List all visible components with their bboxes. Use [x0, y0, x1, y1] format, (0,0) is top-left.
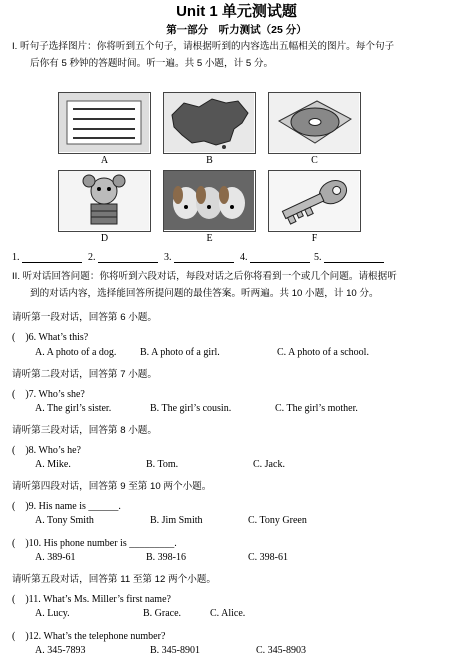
- group-3-prompt: 请听第三段对话，回答第 8 小题。: [12, 425, 157, 436]
- question-7: ( )7. Who’s she?: [12, 389, 85, 400]
- cd-disc-icon: [269, 93, 359, 152]
- group-5-prompt: 请听第五段对话，回答第 11 至第 12 两个小题。: [12, 574, 216, 585]
- section2-instructions: [12, 268, 467, 302]
- question-11-option-c: C. Alice.: [210, 608, 246, 619]
- question-9-option-b: B. Jim Smith: [150, 515, 203, 526]
- key-icon: [269, 171, 359, 230]
- answer-blank-4: 4.: [240, 252, 310, 263]
- question-11-option-b: B. Grace.: [143, 608, 182, 619]
- question-7-option-b: B. The girl’s cousin.: [150, 403, 232, 414]
- section2-instructions-line2: 到的对话内容，选择能回答所提问题的最佳答案。听两遍。共 10 小题，计 10 分。: [30, 288, 379, 299]
- question-12: ( )12. What’s the telephone number?: [12, 631, 166, 642]
- picture-e: [163, 170, 256, 232]
- group-2-prompt: 请听第二段对话，回答第 7 小题。: [12, 369, 157, 380]
- question-6: ( )6. What’s this?: [12, 332, 89, 343]
- question-6-option-c: C. A photo of a school.: [277, 347, 369, 358]
- picture-b: [163, 92, 256, 154]
- picture-label-d: D: [100, 233, 109, 244]
- section1-instructions: [12, 38, 467, 72]
- question-8-option-b: B. Tom.: [146, 459, 179, 470]
- question-8: ( )8. Who’s he?: [12, 445, 81, 456]
- question-11-option-a: A. Lucy.: [35, 608, 70, 619]
- group-1-prompt: 请听第一段对话，回答第 6 小题。: [12, 312, 157, 323]
- part-one-subtitle: 第一部分 听力测试（25 分）: [166, 24, 307, 36]
- picture-d: [58, 170, 151, 232]
- question-9-option-c: C. Tony Green: [248, 515, 307, 526]
- question-8-option-a: A. Mike.: [35, 459, 71, 470]
- group-4-prompt: 请听第四段对话，回答第 9 至第 10 两个小题。: [12, 481, 212, 492]
- question-9: ( )9. His name is ______.: [12, 501, 121, 512]
- answer-blank-2: 2.: [88, 252, 158, 263]
- picture-label-e: E: [206, 233, 213, 244]
- picture-label-f: F: [311, 233, 318, 244]
- answer-blank-1: 1.: [12, 252, 82, 263]
- question-12-option-a: A. 345-7893: [35, 645, 86, 656]
- question-7-option-a: A. The girl’s sister.: [35, 403, 112, 414]
- question-11: ( )11. What’s Ms. Miller’s first name?: [12, 594, 171, 605]
- picture-c: [268, 92, 361, 154]
- answer-blank-5: 5.: [314, 252, 384, 263]
- question-10-option-b: B. 398-16: [146, 552, 186, 563]
- picture-label-a: A: [100, 155, 109, 166]
- picture-label-c: C: [311, 155, 318, 166]
- question-9-option-a: A. Tony Smith: [35, 515, 94, 526]
- answer-blank-3: 3.: [164, 252, 234, 263]
- question-7-option-c: C. The girl’s mother.: [275, 403, 358, 414]
- question-10-option-a: A. 389-61: [35, 552, 76, 563]
- question-12-option-c: C. 345-8903: [256, 645, 306, 656]
- puppies-photo-icon: [164, 171, 254, 230]
- question-10: ( )10. His phone number is _________.: [12, 538, 177, 549]
- question-6-option-a: A. A photo of a dog.: [35, 347, 117, 358]
- picture-label-b: B: [206, 155, 213, 166]
- question-12-option-b: B. 345-8901: [150, 645, 200, 656]
- document-title: Unit 1 单元测试题: [176, 3, 297, 20]
- section1-instructions-line2: 后你有 5 秒钟的答题时间。听一遍。共 5 小题，计 5 分。: [30, 58, 274, 69]
- section1-instructions-line1: I. 听句子选择图片：你将听到五个句子，请根据听到的内容选出五幅相关的图片。每个句子: [12, 41, 395, 52]
- picture-f: [268, 170, 361, 232]
- question-6-option-b: B. A photo of a girl.: [140, 347, 220, 358]
- picture-a: [58, 92, 151, 154]
- ruled-paper-icon: [59, 93, 149, 152]
- question-8-option-c: C. Jack.: [253, 459, 285, 470]
- china-map-icon: [164, 93, 254, 152]
- section2-instructions-line1: II. 听对话回答问题：你将听到六段对话，每段对话之后你将看到一个或几个问题。请根据听: [12, 271, 397, 282]
- cartoon-character-icon: [59, 171, 149, 230]
- question-10-option-c: C. 398-61: [248, 552, 288, 563]
